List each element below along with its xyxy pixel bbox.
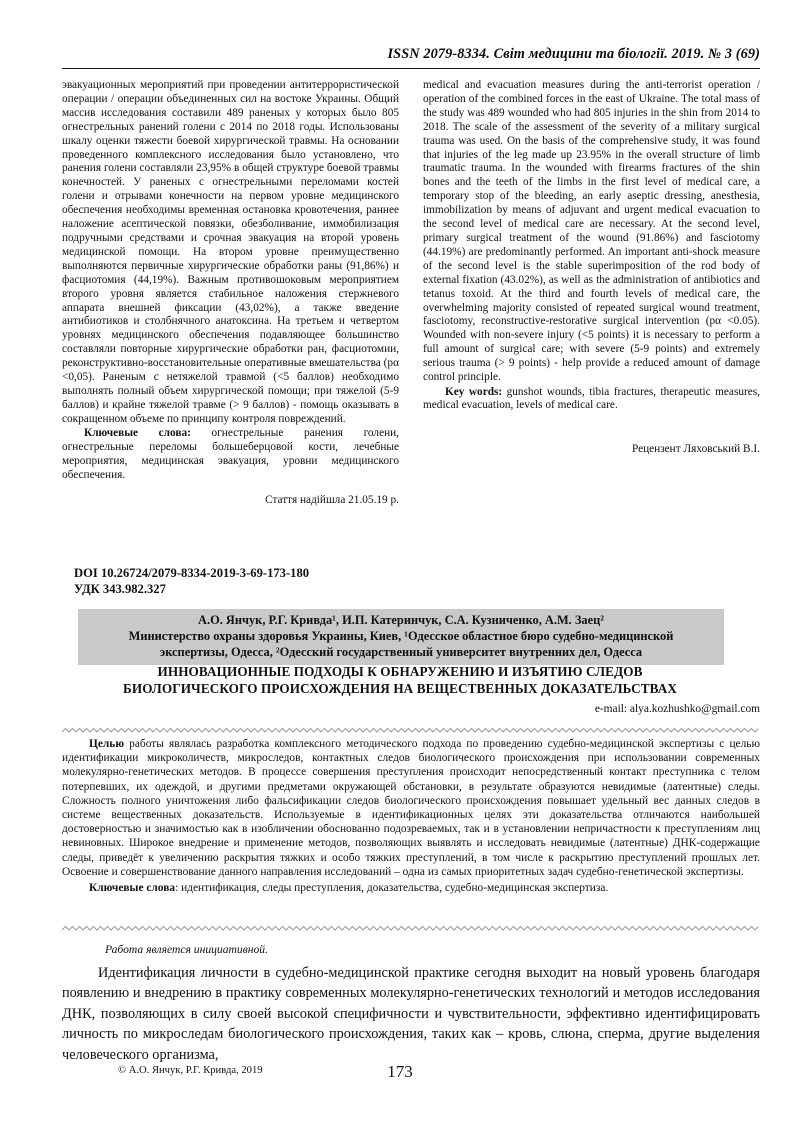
initiative-note: Работа является инициативной. bbox=[105, 943, 268, 956]
received-date: Стаття надійшла 21.05.19 р. bbox=[265, 493, 399, 506]
body-text bbox=[62, 963, 760, 1065]
identifier-block bbox=[74, 566, 309, 597]
page-number: 173 bbox=[387, 1062, 413, 1081]
abstract-ru-keywords bbox=[62, 427, 399, 483]
article-title-line-1: ИННОВАЦИОННЫЕ ПОДХОДЫ К ОБНАРУЖЕНИЮ И ИЗЪЯТИЮ СЛЕДОВ bbox=[157, 664, 643, 679]
main-abstract-lead-word: Целью bbox=[89, 738, 125, 750]
main-abstract-keywords bbox=[62, 881, 760, 895]
abstract-ru-body: эвакуационных мероприятий при проведении антитеррористической операции / операции объединенных сил на востоке Украины. Общий массив исследования составили 489 раненых у которых было 805 огнестрельных ранений голени с 2014 по 2018 годы. Использованы шкалу оценки тяжести боевой хирургической травмы. На основании проведенного комплексного исследования было установлено, что ранения голени составляли 23,95% в общей структуре боевой травмы конечностей. У раненых с огнестрельными переломами костей голени и отрывами конечности на первом уровне медицинского обеспечения необходимы временная остановка кровотечения, раннее наложение асептической повязки, обезболивание, иммобилизация подручными средствами и срочная эвакуация на второй уровень медицинской помощи. На втором уровне преимущественно выполняются первичные хирургические обработки раны (91,86%) и фасциотомия (44,19%). Важным противошоковым мероприятием второго уровня является стабильное наложения стержневого аппарата внешней фиксации (43,02%), а также введение антибиотиков и столбнячного анатоксина. На третьем и четвертом уровнях медицинского обеспечения подавляющее большинство составляли повторные хирургические обработки ран, фасциотомии, реконструктивно-восстановительные оперативные вмешательства (pα <0,05). Раненым с нетяжелой травмой (<5 баллов) необходимо выполнять полный объем хирургической помощи; при тяжелой (5-9 баллов) и крайне тяжелой травме (> 9 баллов) - помощь оказывать в сокращенном объеме по принципу контроля повреждений. bbox=[62, 79, 399, 425]
udk-line: УДК 343.982.327 bbox=[74, 581, 166, 596]
abstract-en-keywords bbox=[423, 386, 760, 414]
reviewer-line: Рецензент Ляховський В.І. bbox=[631, 443, 760, 456]
keywords-text-en: gunshot wounds, tibia fractures, therapeutic measures, medical evacuation, levels of medical care. bbox=[423, 385, 760, 412]
running-head-rule bbox=[62, 68, 760, 69]
main-abstract-paragraph bbox=[62, 737, 760, 879]
abstract-column-russian bbox=[62, 79, 399, 508]
keywords-text-main: : идентификация, следы преступления, доказательства, судебно-медицинская экспертиза. bbox=[175, 881, 609, 894]
wavy-divider-bottom bbox=[62, 925, 760, 932]
article-title bbox=[70, 664, 730, 697]
main-abstract bbox=[62, 737, 760, 895]
affiliation-line-1: Министерство охраны здоровья Украины, Киев, ¹Одесское областное бюро судебно-медицинской bbox=[128, 628, 674, 643]
keywords-label-en: Key words: bbox=[445, 385, 503, 398]
authors-line: А.О. Янчук, Р.Г. Кривда¹, И.П. Катеринчук, С.А. Кузниченко, А.М. Заец² bbox=[198, 613, 604, 627]
keywords-label-ru: Ключевые слова: bbox=[84, 427, 191, 440]
body-paragraph-1: Идентификация личности в судебно-медицинской практике сегодня выходит на новый уровень благодаря появлению и внедрению в практику современных молекулярно-генетических технологий и методов исследования ДНК, позволяющих в силу своей высокой специфичности и чувствительности, эффективно идентифицировать личность по микроследам биологического происхождения, таких как – кровь, слюна, сперма, другие выделения человеческого организма, bbox=[62, 965, 760, 1063]
wavy-divider-top bbox=[62, 727, 760, 734]
article-title-line-2: БИОЛОГИЧЕСКОГО ПРОИСХОЖДЕНИЯ НА ВЕЩЕСТВЕННЫХ ДОКАЗАТЕЛЬСТВАХ bbox=[123, 680, 677, 696]
doi-line: DOI 10.26724/2079-8334-2019-3-69-173-180 bbox=[74, 566, 310, 580]
authors-affiliation-band bbox=[78, 609, 724, 665]
keywords-text-ru: огнестрельные ранения голени, огнестрельные переломы большеберцовой кости, лечебные мероприятия, медицинская эвакуация, уровни медицинского обеспечения. bbox=[62, 427, 399, 481]
copyright-line: © А.О. Янчук, Р.Г. Кривда, 2019 bbox=[118, 1065, 263, 1076]
main-abstract-body: работы являлась разработка комплексного методического подхода по проведению судебно-медицинской экспертизы с целью идентификации микроколичеств, микроследов, контактных следов биологического происхождения при использовании современных молекулярно-генетических методов. В процессе совершения преступления происходит непосредственный контакт преступника с телом потерпевших, их одеждой, и другими предметами окружающей обстановки, в результате образуются невидимые (латентные) следы. Сложность полного уничтожения либо фальсификации следов биологического происхождения повышает удельный вес данных следов в системе вещественных доказательств. Используемые в идентификационных целях эти доказательства отличаются наибольшей достоверностью и значимостью как в изобличении обоснованно подозреваемых, так и в установлении непричастности к преступлениям лиц невиновных. Широкое внедрение и применение методов, позволяющих выявлять и исследовать невидимые (латентные) ДНК-содержащие следы, приведёт к увеличению раскрытия тяжких и особо тяжких преступлений, в том числе к раскрытию преступлений прошлых лет. Освоение и совершенствование данного направления исследований – одна из самых приоритетных задач судебно-генетической экспертизы. bbox=[62, 738, 760, 878]
running-head: ISSN 2079-8334. Світ медицини та біології. 2019. № 3 (69) bbox=[387, 46, 760, 62]
affiliation-line-2: экспертизы, Одесса, ²Одесский государственный университет внутренних дел, Одесса bbox=[159, 644, 643, 659]
corresponding-email[interactable]: e-mail: alya.kozhushko@gmail.com bbox=[594, 703, 760, 715]
abstract-column-english bbox=[423, 79, 760, 508]
keywords-label-main: Ключевые слова bbox=[89, 881, 176, 894]
abstract-columns bbox=[62, 79, 760, 508]
abstract-en-body: medical and evacuation measures during the anti-terrorist operation / operation of the combined forces in the east of Ukraine. The total mass of the study was 489 wounded who had 805 injuries in the shin from 2014 to 2018. The scale of the assessment of the severity of a military surgical trauma was used. On the basis of the comprehensive study, it was found that injuries of the leg made up 23.95% in the overall structure of limb traumatic trauma. In the wounded with firearms fractures of the shin bones and the teeth of the limbs in the first level of medical care, a temporary stop of the bleeding, an early aseptic dressing, anesthesia, immobilization by means of adjuvant and urgent medical evacuation to the second level of medical care are necessary. At the second level, primary surgical treatment of the wound (91.86%) and fasciotomy (44.19%) are predominantly performed. An important anti-shock measure of the second level is the stable superimposition of the rod body of external fixation (43.02%), as well as the administration of antibiotics and tetanus toxoid. At the third and fourth levels of medical care, the overwhelming majority consisted of repeated surgical wound treatment, fasciotomy, reconstructive-restorative surgical intervention (pα <0.05). Wounded with non-severe injury (<5 points) it is necessary to perform a full amount of surgical care; with severe (5-9 points) and extremely serious trauma (> 9 points) - help provide a reduced amount of damage control principle. bbox=[423, 79, 760, 384]
